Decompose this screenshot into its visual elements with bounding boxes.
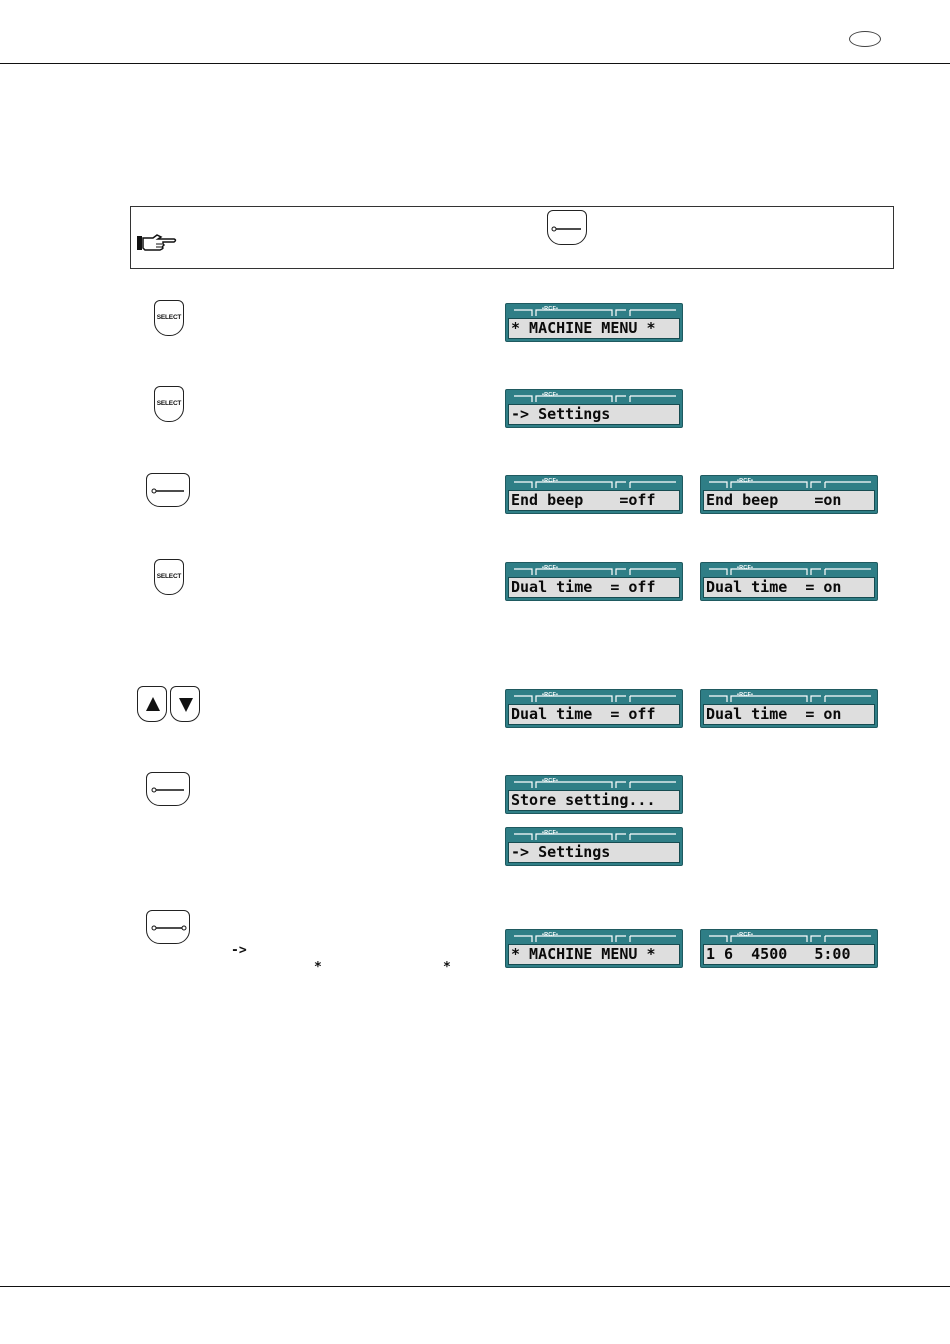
lcd-display: [505, 562, 683, 601]
lcd-tab-label: •RCF•: [737, 565, 754, 571]
lcd-tab-label: •RCF•: [737, 478, 754, 484]
select-key-label: SELECT: [156, 314, 182, 321]
return-key[interactable]: [146, 910, 190, 944]
lcd-text: Store setting...: [508, 790, 680, 811]
lcd-tab-label: •RCF•: [737, 692, 754, 698]
enter-key-icon: [547, 210, 587, 245]
lcd-display: [700, 475, 878, 514]
lcd-text: End beep =on: [703, 490, 875, 511]
lcd-tab-label: •RCF•: [542, 392, 559, 398]
lcd-text: * MACHINE MENU *: [508, 944, 680, 965]
lcd-display: [505, 929, 683, 968]
lcd-tab-label: •RCF•: [542, 565, 559, 571]
lcd-display: [505, 775, 683, 814]
lcd-tab-label: •RCF•: [542, 692, 559, 698]
select-key[interactable]: [154, 559, 184, 595]
select-key[interactable]: [154, 300, 184, 336]
lcd-display: [505, 475, 683, 514]
lcd-text: 1 6 4500 5:00: [703, 944, 875, 965]
pointing-hand-icon: [136, 233, 178, 253]
lcd-tab-label: •RCF•: [542, 778, 559, 784]
inline-star-symbol: *: [314, 960, 322, 975]
return-key-icon: [147, 911, 191, 945]
inline-arrow-symbol: ->: [231, 943, 247, 958]
lcd-tab-label: •RCF•: [542, 306, 559, 312]
lcd-tab-label: •RCF•: [542, 830, 559, 836]
lcd-text: Dual time = off: [508, 704, 680, 725]
lcd-tab-label: •RCF•: [737, 932, 754, 938]
lcd-tab-label: •RCF•: [542, 932, 559, 938]
lcd-display: [700, 562, 878, 601]
lcd-text: -> Settings: [508, 404, 680, 425]
down-arrow-key[interactable]: [170, 686, 200, 722]
lcd-tab-label: •RCF•: [542, 478, 559, 484]
lcd-display: [505, 303, 683, 342]
lcd-text: Dual time = on: [703, 704, 875, 725]
up-arrow-key[interactable]: [137, 686, 167, 722]
select-key[interactable]: [154, 386, 184, 422]
inline-star-symbol: *: [443, 960, 451, 975]
lcd-display: [505, 827, 683, 866]
arrow-down-icon: [171, 687, 201, 723]
enter-key-icon: [147, 773, 191, 807]
enter-key[interactable]: [146, 473, 190, 507]
select-key-label: SELECT: [156, 573, 182, 580]
lcd-display: [505, 389, 683, 428]
language-badge: [849, 31, 881, 47]
enter-key[interactable]: [146, 772, 190, 806]
lcd-display: [505, 689, 683, 728]
lcd-text: Dual time = off: [508, 577, 680, 598]
lcd-text: End beep =off: [508, 490, 680, 511]
note-box: [130, 206, 894, 269]
lcd-text: * MACHINE MENU *: [508, 318, 680, 339]
header-rule: [0, 63, 950, 64]
lcd-text: Dual time = on: [703, 577, 875, 598]
lcd-text: -> Settings: [508, 842, 680, 863]
enter-key-icon: [147, 474, 191, 508]
select-key-label: SELECT: [156, 400, 182, 407]
lcd-display: [700, 689, 878, 728]
lcd-display: [700, 929, 878, 968]
arrow-up-icon: [138, 687, 168, 723]
footer-rule: [0, 1286, 950, 1287]
